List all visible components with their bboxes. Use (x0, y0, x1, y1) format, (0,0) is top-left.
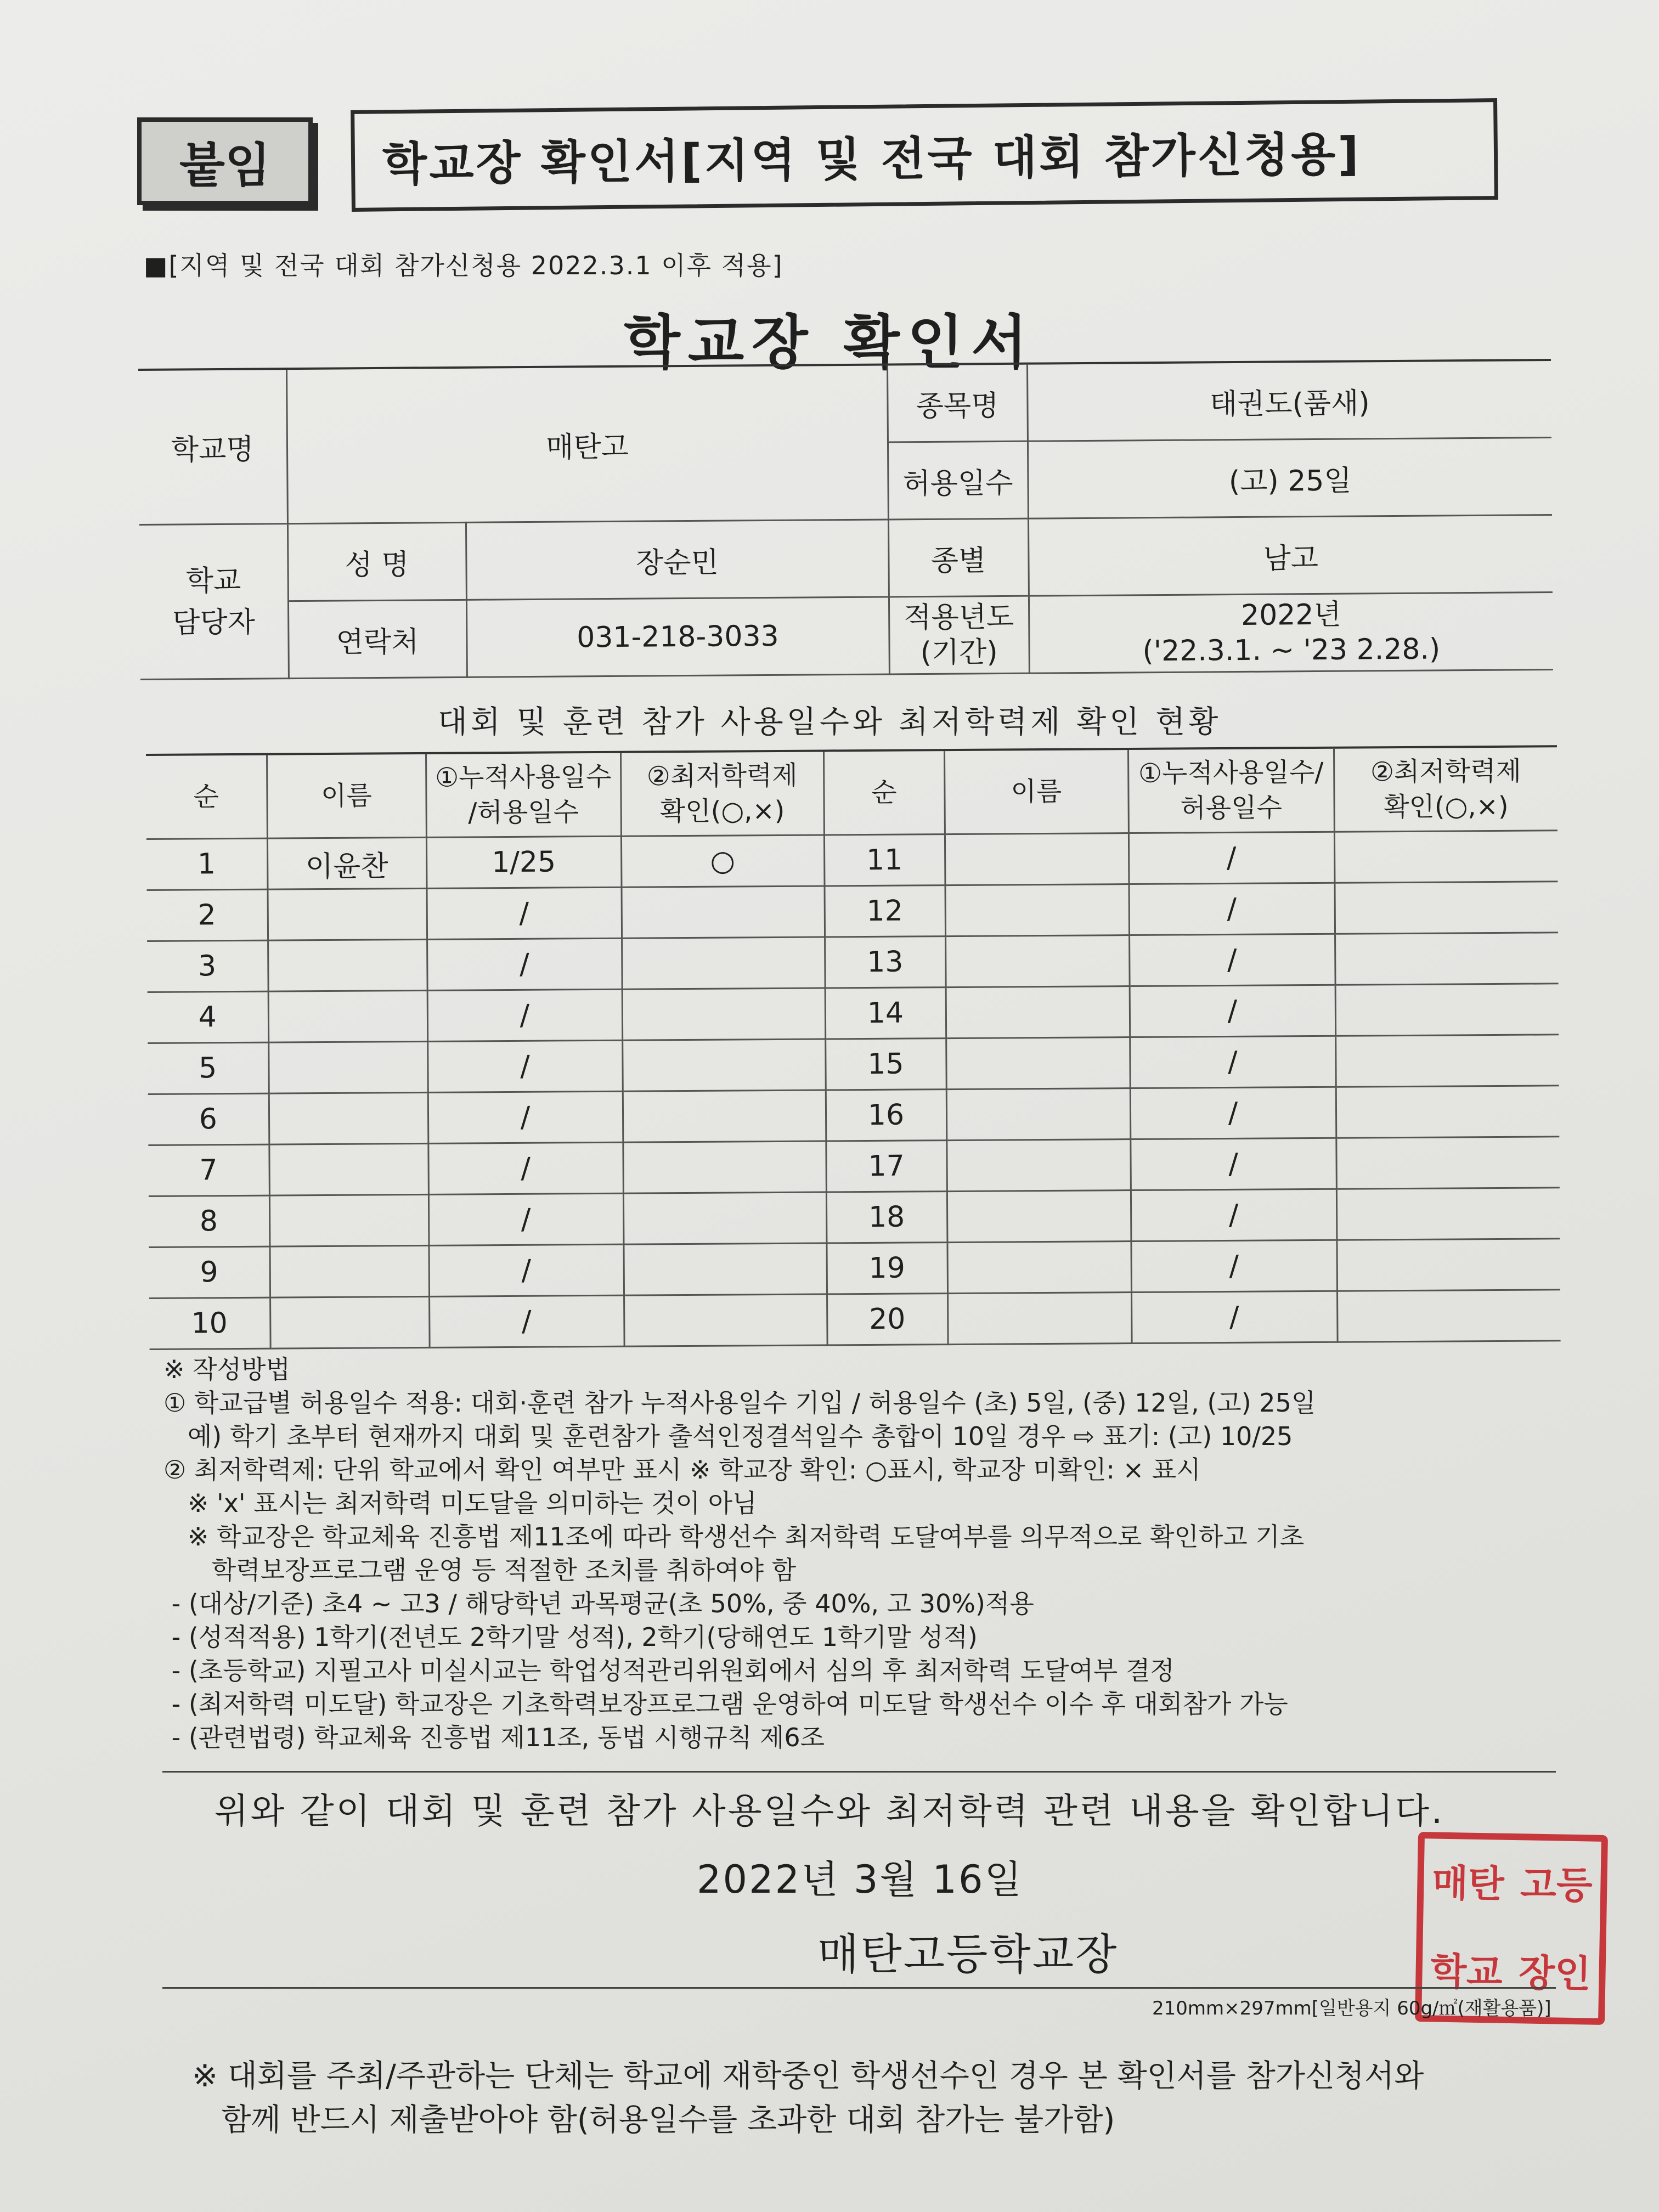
row-name-left (268, 939, 427, 991)
row-name-right (945, 833, 1129, 885)
row-name-left (269, 1143, 428, 1195)
row-check-right (1334, 831, 1558, 883)
footer-line: 함께 반드시 제출받아야 함(허용일수를 초과한 대회 참가는 불가함) (192, 2102, 1115, 2138)
instruction-line: - (최저학력 미도달) 학교장은 기초학력보장프로그램 운영하여 미도달 학생선수 이수 후 대회참가 가능 (163, 1689, 1288, 1719)
table-row (148, 1137, 1560, 1197)
row-name-right (945, 884, 1129, 936)
row-days-right: / (1131, 1240, 1337, 1292)
table-row (147, 933, 1559, 992)
row-check-left (623, 1192, 827, 1244)
row-no-right: 14 (825, 988, 946, 1039)
header-check-right: ②최저학력제 확인(○,×) (1334, 746, 1558, 832)
row-days-left: / (428, 1244, 624, 1296)
row-no-left: 4 (148, 991, 269, 1043)
days-label: 허용일수 (888, 441, 1028, 520)
row-check-left (624, 1294, 827, 1346)
header-no-left: 순 (146, 754, 267, 839)
header-days-right: ①누적사용일수/ 허용일수 (1128, 748, 1334, 833)
row-days-left: / (429, 1295, 624, 1347)
type-value: 남고 (1028, 515, 1553, 596)
attachment-tag: 붙임 (137, 117, 313, 205)
contact-value: 031-218-3033 (466, 597, 889, 677)
row-check-left (623, 1243, 827, 1295)
manager-label: 학교 담당자 (139, 524, 289, 680)
row-name-left (268, 888, 427, 940)
header-no-right: 순 (823, 750, 945, 835)
row-name-right (945, 935, 1130, 988)
row-name-left: 이윤찬 (267, 837, 427, 889)
instruction-line: - (초등학교) 지필고사 미실시교는 학업성적관리위원회에서 심의 후 최저학력 도달여부 결정 (163, 1656, 1175, 1685)
submission-notice (192, 2055, 1542, 2142)
row-no-left: 5 (148, 1042, 269, 1094)
row-no-right: 11 (824, 834, 945, 886)
row-name-right (946, 1037, 1130, 1090)
row-days-right: / (1128, 832, 1335, 884)
row-name-left (269, 1194, 429, 1246)
applicability-note: ■[지역 및 전국 대회 참가신청용 2022.3.1 이후 적용] (144, 251, 783, 280)
instruction-line: - (대상/기준) 초4 ~ 고3 / 해당학년 과목평균(초 50%, 중 40%, 고 30%)적용 (163, 1589, 1034, 1618)
row-check-left (622, 937, 825, 989)
row-no-right: 19 (826, 1243, 947, 1294)
row-no-right: 17 (826, 1141, 947, 1192)
name-label: 성 명 (287, 522, 466, 601)
instruction-line: - (성적적용) 1학기(전년도 2학기말 성적), 2학기(당해연도 1학기말 성적) (163, 1622, 978, 1652)
row-check-right (1336, 1137, 1560, 1189)
instruction-line: ※ 학교장은 학교체육 진흥법 제11조에 따라 학생선수 최저학력 도달여부를 의무적으로 확인하고 기초 (163, 1522, 1305, 1551)
row-name-left (268, 990, 428, 1042)
row-days-right: / (1131, 1189, 1337, 1241)
row-name-left (269, 1245, 429, 1297)
type-label: 종별 (888, 518, 1029, 597)
row-check-right (1336, 1086, 1560, 1138)
row-days-left: / (427, 938, 622, 990)
footer-line: ※ 대회를 주최/주관하는 단체는 학교에 재학중인 학생선수인 경우 본 확인서를 참가신청서와 (192, 2058, 1424, 2094)
contact-label: 연락처 (288, 600, 467, 678)
row-name-right (946, 1139, 1131, 1192)
instructions-heading: ※ 작성방법 (163, 1355, 290, 1384)
row-days-left: / (428, 1193, 624, 1245)
row-check-left (622, 1039, 826, 1091)
participants-table (146, 745, 1561, 1350)
row-days-right: / (1128, 883, 1335, 935)
row-days-left: / (427, 887, 622, 939)
name-value: 장순민 (466, 520, 889, 600)
principal-title: 매탄고등학교장 (817, 1930, 1119, 1979)
row-name-left (270, 1296, 430, 1348)
instruction-line: ※ 'x' 표시는 최저학력 미도달을 의미하는 것이 아님 (163, 1488, 757, 1518)
issue-date: 2022년 3월 16일 (697, 1857, 1024, 1902)
year-value: 2022년 (1240, 598, 1341, 632)
row-no-left: 8 (149, 1195, 270, 1247)
table-row (148, 1086, 1560, 1146)
seal-glyph: 장인 (1518, 1950, 1592, 1996)
confirmation-statement: 위와 같이 대회 및 훈련 참가 사용일수와 최저학력 관련 내용을 확인합니다. (214, 1791, 1445, 1832)
days-value: (고) 25일 (1028, 438, 1552, 519)
seal-glyph: 고등 (1520, 1862, 1593, 1908)
row-days-right: / (1130, 985, 1336, 1037)
writing-instructions (163, 1353, 1568, 1754)
row-check-left (623, 1141, 826, 1193)
row-name-left (269, 1092, 428, 1144)
row-days-left: / (427, 989, 623, 1041)
table-row (148, 1035, 1559, 1094)
header-title: 학교장 확인서[지역 및 전국 대회 참가신청용] (351, 98, 1498, 212)
row-check-right (1335, 1035, 1559, 1087)
row-name-right (946, 986, 1130, 1039)
divider-upper (162, 1771, 1556, 1773)
row-days-right: / (1131, 1291, 1338, 1343)
row-name-right (947, 1242, 1131, 1294)
row-name-left (268, 1041, 428, 1093)
table-row (149, 1239, 1560, 1299)
header-days-left: ①누적사용일수 /허용일수 (426, 752, 621, 838)
row-days-right: / (1130, 1138, 1336, 1190)
row-days-right: / (1129, 934, 1335, 986)
header-check-left: ②최저학력제 확인(○,×) (620, 751, 824, 836)
instruction-line: 학력보장프로그램 운영 등 적절한 조치를 취하여야 함 (163, 1555, 797, 1585)
row-days-right: / (1130, 1087, 1336, 1139)
row-no-right: 16 (826, 1090, 947, 1141)
row-no-right: 12 (824, 885, 945, 937)
row-no-left: 1 (146, 838, 268, 890)
row-no-left: 10 (149, 1297, 270, 1349)
row-check-left: ○ (621, 835, 825, 887)
row-check-right (1336, 1188, 1560, 1240)
table-row (149, 1188, 1560, 1248)
instruction-line: 예) 학기 초부터 현재까지 대회 및 훈련참가 출석인정결석일수 총합이 10일 경우 ⇨ 표기: (고) 10/25 (163, 1421, 1293, 1451)
row-check-right (1337, 1290, 1561, 1342)
row-check-left (622, 988, 826, 1040)
info-table (138, 359, 1553, 680)
year-label: 적용년도 (기간) (889, 596, 1029, 674)
sport-value: 태권도(품새) (1027, 360, 1551, 441)
row-check-right (1335, 933, 1559, 985)
row-no-right: 15 (825, 1039, 946, 1090)
row-name-right (947, 1190, 1131, 1243)
row-no-left: 3 (147, 940, 268, 992)
paper-size-note: 210mm×297mm[일반용지 60g/㎡(재활용품)] (1152, 1997, 1551, 2019)
period-value: ('22.3.1. ~ '23 2.28.) (1142, 633, 1441, 668)
table-row (148, 984, 1559, 1043)
participants-body (146, 831, 1561, 1350)
seal-glyph: 학교 (1430, 1949, 1503, 1995)
row-days-right: / (1130, 1036, 1336, 1088)
table-row (149, 1290, 1561, 1350)
row-no-right: 13 (825, 936, 946, 988)
row-no-right: 20 (827, 1294, 948, 1345)
row-no-left: 7 (148, 1144, 269, 1196)
seal-glyph: 매탄 (1431, 1860, 1505, 1906)
row-days-left: / (428, 1142, 623, 1194)
sport-label: 종목명 (887, 364, 1028, 442)
row-check-right (1336, 1239, 1560, 1291)
row-check-left (622, 886, 825, 938)
row-days-left: 1/25 (426, 836, 622, 888)
row-days-left: / (427, 1040, 623, 1092)
row-name-right (947, 1293, 1132, 1345)
instruction-line: ① 학교급별 허용일수 적용: 대회·훈련 참가 누적사용일수 기입 / 허용일수 (초) 5일, (중) 12일, (고) 25일 (163, 1388, 1316, 1418)
divider-lower (162, 1987, 1556, 1989)
row-no-right: 18 (826, 1192, 947, 1243)
table-row (146, 831, 1558, 890)
header-name-left: 이름 (267, 753, 426, 838)
row-no-left: 9 (149, 1246, 270, 1298)
section-title: 대회 및 훈련 참가 사용일수와 최저학력제 확인 현황 (437, 704, 1222, 740)
school-label: 학교명 (138, 369, 287, 524)
school-value: 매탄고 (286, 364, 888, 523)
instruction-line: ② 최저학력제: 단위 학교에서 확인 여부만 표시 ※ 학교장 확인: ○표시, 학교장 미확인: × 표시 (163, 1455, 1201, 1485)
row-name-right (946, 1088, 1131, 1141)
header-name-right: 이름 (944, 749, 1128, 834)
year-cell (1029, 592, 1553, 674)
row-no-left: 6 (148, 1093, 269, 1145)
document-title: 학교장 확인서 (624, 309, 1035, 376)
row-no-left: 2 (147, 889, 268, 941)
row-days-left: / (428, 1091, 623, 1143)
row-check-left (623, 1090, 826, 1142)
row-check-right (1334, 882, 1558, 934)
instruction-line: - (관련법령) 학교체육 진흥법 제11조, 동법 시행규칙 제6조 (163, 1723, 825, 1752)
row-check-right (1335, 984, 1559, 1036)
table-row (147, 882, 1559, 941)
